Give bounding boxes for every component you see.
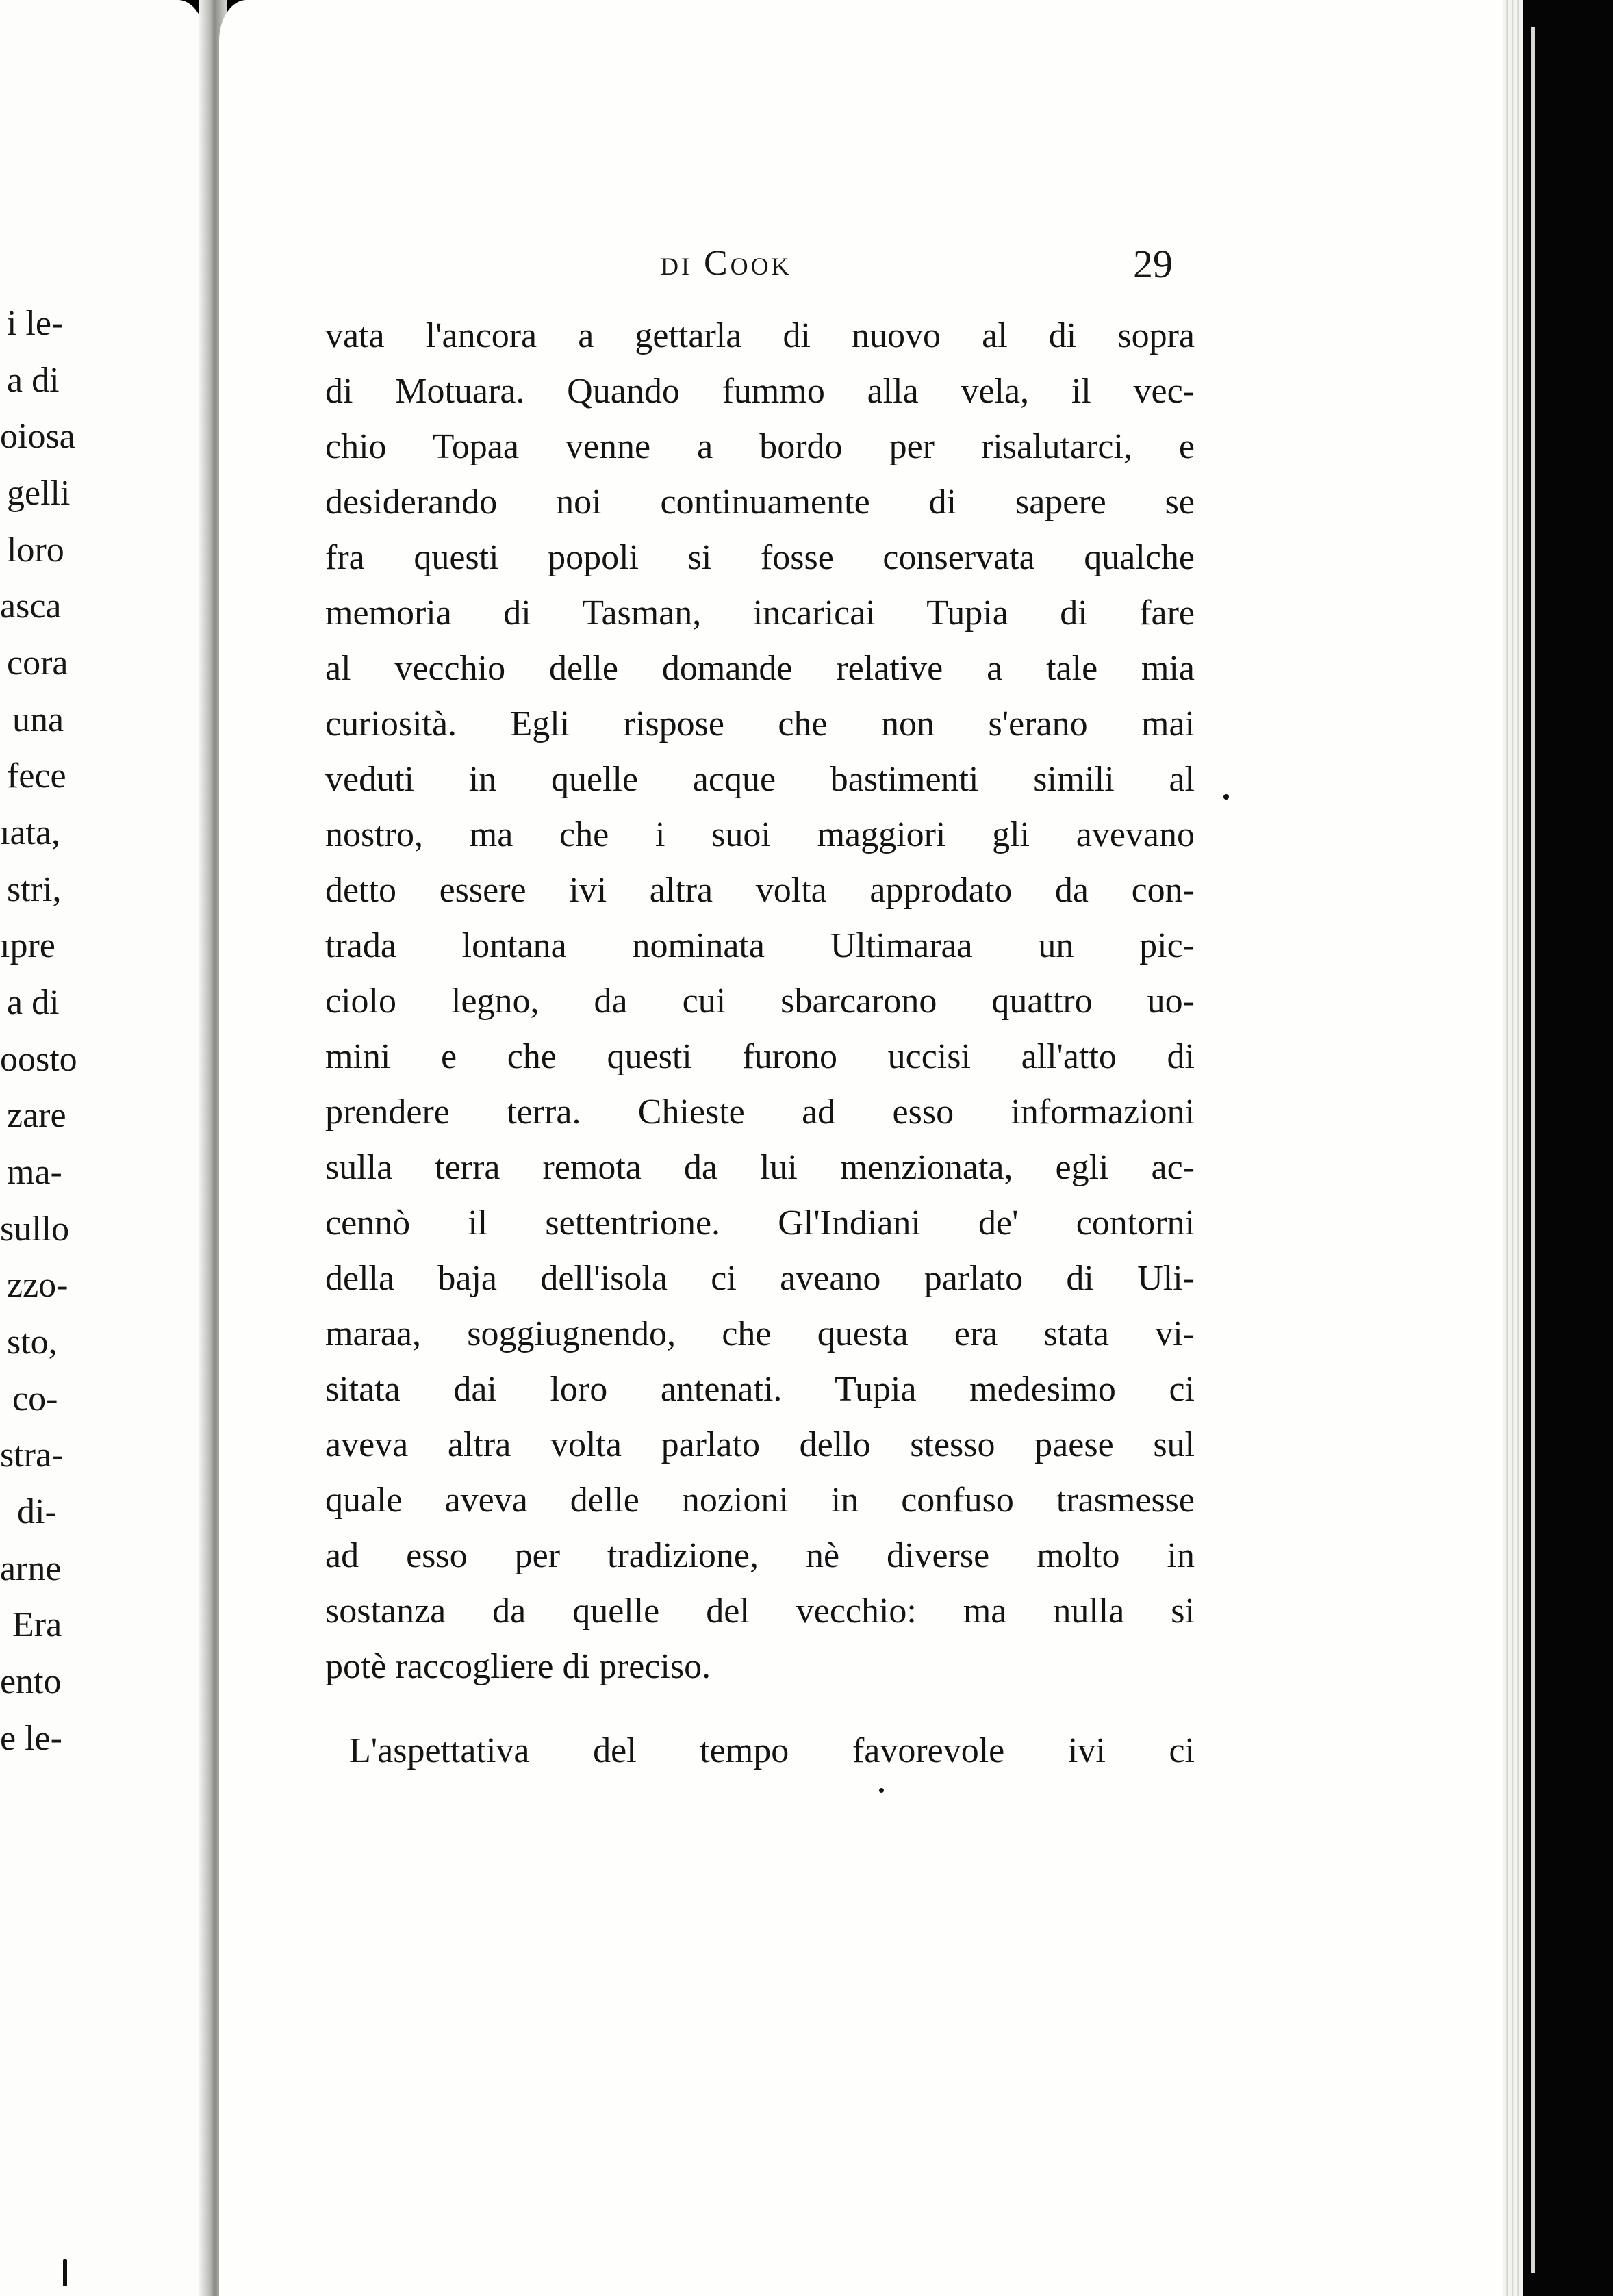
left-fragment: sullo xyxy=(0,1210,70,1249)
left-fragment: i le- xyxy=(7,304,64,343)
text-line: quale aveva delle nozioni in confuso trasmesse xyxy=(325,1481,1195,1520)
running-head: di Cook xyxy=(661,244,792,283)
text-line: di Motuara. Quando fummo alla vela, il vec- xyxy=(325,372,1195,411)
text-line: fra questi popoli si fosse conservata qualche xyxy=(325,538,1195,577)
left-fragment: loro xyxy=(7,531,64,570)
scan-border-right xyxy=(1523,0,1613,2296)
text-line: potè raccogliere di preciso. xyxy=(325,1647,711,1686)
left-fragment: ıpre xyxy=(0,926,55,965)
left-fragment: oiosa xyxy=(0,417,75,456)
text-line: vata l'ancora a gettarla di nuovo al di sopra xyxy=(325,316,1195,355)
text-line: veduti in quelle acque bastimenti simili al xyxy=(325,760,1195,799)
text-line: aveva altra volta parlato dello stesso paese sul xyxy=(325,1425,1195,1464)
text-line: sostanza da quelle del vecchio: ma nulla si xyxy=(325,1592,1195,1631)
left-fragment: e le- xyxy=(0,1719,62,1758)
text-line: maraa, soggiugnendo, che questa era stata vi- xyxy=(325,1314,1195,1353)
left-fragment: ıata, xyxy=(0,813,61,852)
left-fragment: asca xyxy=(0,587,62,626)
text-line: ad esso per tradizione, nè diverse molto in xyxy=(325,1536,1195,1575)
left-fragment: cora xyxy=(7,643,68,683)
ink-mark xyxy=(63,2259,67,2286)
left-fragment: zzo- xyxy=(7,1266,68,1305)
left-fragment: ento xyxy=(0,1662,62,1701)
text-line: sulla terra remota da lui menzionata, egli ac- xyxy=(325,1148,1195,1187)
text-line: chio Topaa venne a bordo per risalutarci, e xyxy=(325,427,1195,466)
left-fragment: sto, xyxy=(7,1323,58,1362)
text-line: della baja dell'isola ci aveano parlato di Uli- xyxy=(325,1259,1195,1298)
ink-speck xyxy=(879,1788,884,1793)
left-fragment: a di xyxy=(7,361,60,400)
text-line: trada lontana nominata Ultimaraa un pic- xyxy=(325,926,1195,965)
left-fragment: zare xyxy=(7,1096,66,1135)
text-line: ciolo legno, da cui sbarcarono quattro uo- xyxy=(325,982,1195,1021)
text-line: prendere terra. Chieste ad esso informazioni xyxy=(325,1093,1195,1132)
left-fragment: arne xyxy=(0,1549,62,1588)
text-line: sitata dai loro antenati. Tupia medesimo ci xyxy=(325,1370,1195,1409)
page-edge-highlight xyxy=(1531,27,1535,2273)
left-fragment: ma- xyxy=(7,1153,62,1192)
page-number: 29 xyxy=(1133,242,1173,286)
text-line: detto essere ivi altra volta approdato da con- xyxy=(325,871,1195,910)
ink-speck xyxy=(1223,794,1229,800)
text-line: nostro, ma che i suoi maggiori gli avevano xyxy=(325,815,1195,854)
left-fragment: una xyxy=(12,700,64,739)
left-fragment: di- xyxy=(17,1492,57,1531)
left-page xyxy=(0,0,205,2296)
left-fragment: Era xyxy=(12,1605,62,1644)
left-fragment: stri, xyxy=(7,870,62,909)
left-fragment: a di xyxy=(7,983,60,1022)
text-line: cennò il settentrione. Gl'Indiani de' contorni xyxy=(325,1203,1195,1242)
left-fragment: gelli xyxy=(7,474,71,513)
text-line: al vecchio delle domande relative a tale mia xyxy=(325,649,1195,688)
left-fragment: fece xyxy=(7,756,66,795)
text-line: mini e che questi furono uccisi all'atto di xyxy=(325,1037,1195,1076)
page-edges xyxy=(1503,0,1523,2296)
text-line: curiosità. Egli rispose che non s'erano mai xyxy=(325,704,1195,743)
left-fragment: oosto xyxy=(0,1040,77,1079)
text-line: desiderando noi continuamente di sapere se xyxy=(325,483,1195,522)
left-fragment: stra- xyxy=(0,1436,64,1475)
text-line: memoria di Tasman, incaricai Tupia di fare xyxy=(325,594,1195,633)
left-fragment: co- xyxy=(12,1379,58,1418)
paragraph-start-line: L'aspettativa del tempo favorevole ivi ci xyxy=(349,1731,1195,1770)
